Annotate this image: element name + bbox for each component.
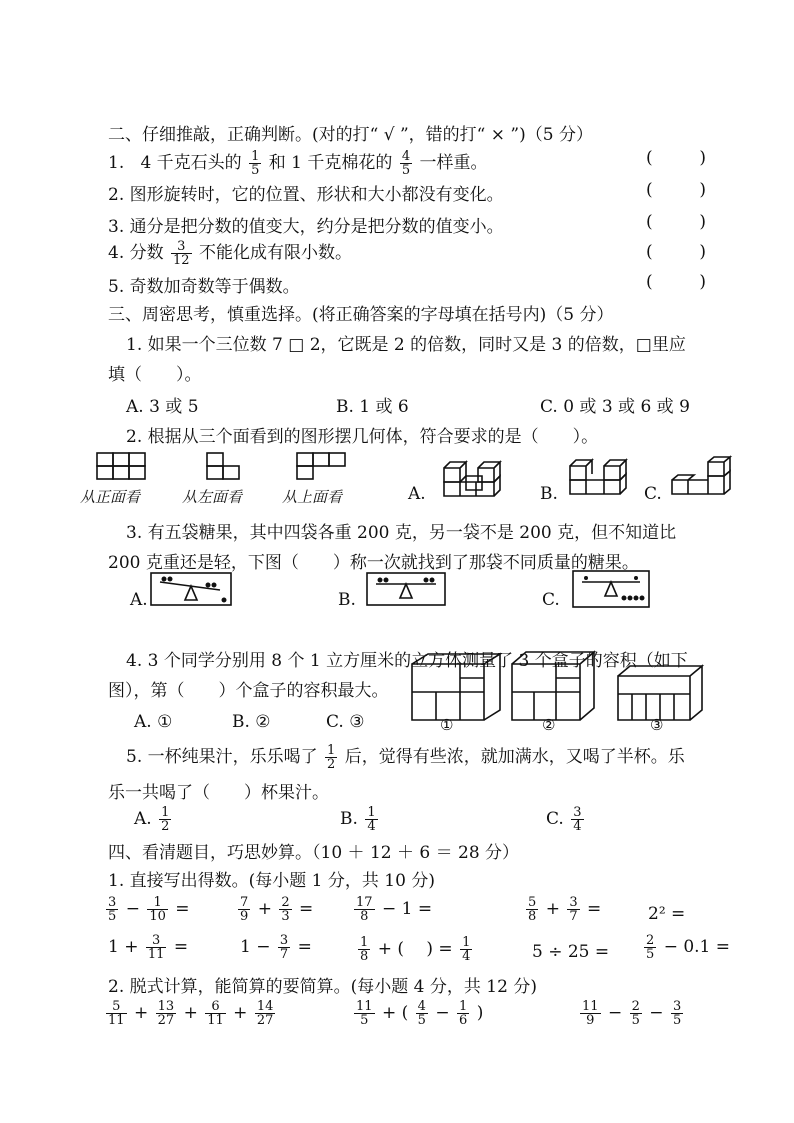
sec3-q5-line1: 5. 一杯纯果汁，乐乐喝了 $\frac{1}{2}$ 后，觉得有些浓，就加满水，又喝了半杯。乐 [126,743,685,772]
box-1-label: ① [440,716,454,734]
sec3-q1-option-c: C. 0 或 3 或 6 或 9 [540,397,690,417]
calc-item: $\frac{17}{8}$ − 1 = [356,895,433,924]
calc-item: $\frac{3}{5}$ − $\frac{1}{10}$ = [108,895,190,924]
q2-option-c-label: C. [644,484,662,504]
view-front-label: 从正面看 [80,488,141,506]
q3-option-b-label: B. [338,590,356,610]
answer-blank[interactable]: ( ) [646,212,706,232]
fraction: $\frac{1}{2}$ [327,743,336,772]
option-b-solid [566,458,632,502]
balance-scale-c [572,570,650,608]
sec2-q3: 3. 通分是把分数的值变大，约分是把分数的值变小。 [108,217,504,237]
option-c-solid [668,456,734,502]
sec3-q5-line2: 乐一共喝了（ ）杯果汁。 [108,783,329,803]
box-2-figure [508,650,598,722]
sec3-q4-option-a: A. ① [134,712,173,732]
calc-item: 1 − $\frac{3}{7}$ = [240,933,312,962]
sec2-q2: 2. 图形旋转时，它的位置、形状和大小都没有变化。 [108,185,504,205]
view-left-label: 从左面看 [182,488,243,506]
sec3-q4-line2: 图），第（ ）个盒子的容积最大。 [108,681,389,701]
left-view-figure [206,452,242,482]
fraction: $\frac{3}{12}$ [173,239,190,268]
answer-blank[interactable]: ( ) [646,180,706,200]
sec3-q5-option-c: C. $\frac{3}{4}$ [546,805,582,834]
calc-item: $\frac{11}{5}$ + ( $\frac{4}{5}$ − $\frac{1}{6}$ ) [356,999,484,1028]
q3-option-a-label: A. [130,590,148,610]
sec3-q5-option-a: A. $\frac{1}{2}$ [134,805,170,834]
calc-item: $\frac{5}{11}$ + $\frac{13}{27}$ + $\frac{6}{11}$ + $\frac{14}{27}$ [108,999,274,1028]
sec4-part2-title: 2. 脱式计算，能简算的要简算。(每小题 4 分，共 12 分) [108,977,537,997]
calc-item: 5 ÷ 25 = [532,942,610,962]
answer-blank[interactable]: ( ) [646,272,706,292]
calc-item: $\frac{11}{9}$ − $\frac{2}{5}$ − $\frac{3}{5}$ [582,999,682,1028]
fraction: $\frac{4}{5}$ [401,149,411,178]
sec3-q4-option-b: B. ② [232,712,271,732]
answer-blank[interactable]: ( ) [646,242,706,262]
balance-scale-a [150,572,232,606]
sec3-q1-line2: 填（ ）。 [108,365,202,385]
sec3-q1-option-a: A. 3 或 5 [126,397,199,417]
sec3-q3-line1: 3. 有五袋糖果，其中四袋各重 200 克，另一袋不是 200 克，但不知道比 [126,523,677,543]
calc-item: 1 + $\frac{3}{11}$ = [108,933,189,962]
box-2-label: ② [542,716,556,734]
calc-item: $\frac{7}{9}$ + $\frac{2}{3}$ = [240,895,314,924]
calc-item: $\frac{2}{5}$ − 0.1 = [646,933,731,962]
calc-item: 2² = [648,904,686,924]
sec3-q3-line2: 200 克重还是轻，下图（ ）称一次就找到了那袋不同质量的糖果。 [108,553,639,573]
balance-scale-b [366,572,446,606]
sec2-q4: 4. 分数 $\frac{3}{12}$ 不能化成有限小数。 [108,239,352,268]
sec3-q1-option-b: B. 1 或 6 [336,397,409,417]
sec2-q1: 1. 4 千克石头的 $\frac{1}{5}$ 和 1 千克棉花的 $\frac{4}{5}$ 一样重。 [108,149,488,178]
view-top-label: 从上面看 [282,488,343,506]
calc-item: $\frac{1}{8}$ + ( ) = $\frac{1}{4}$ [360,935,471,964]
q2-option-a-label: A. [408,484,426,504]
answer-blank[interactable]: ( ) [646,148,706,168]
section-4-title: 四、看清题目，巧思妙算。（10 ＋ 12 ＋ 6 ＝ 28 分） [108,843,520,863]
sec3-q4-line1: 4. 3 个同学分别用 8 个 1 立方厘米的立方体测量了 3 个盒子的容积（如下 [126,651,688,671]
sec3-q2: 2. 根据从三个面看到的图形摆几何体，符合要求的是（ ）。 [126,427,599,447]
front-view-figure [96,452,148,482]
section-2-title: 二、仔细推敲，正确判断。(对的打“ √ ”，错的打“ × ”)（5 分） [108,125,593,145]
sec3-q4-option-c: C. ③ [326,712,365,732]
option-a-solid [440,458,506,502]
calc-item: $\frac{5}{8}$ + $\frac{3}{7}$ = [528,895,602,924]
fraction: $\frac{1}{5}$ [251,149,260,178]
box-1-figure [408,654,504,722]
box-3-label: ③ [650,716,664,734]
sec3-q5-option-b: B. $\frac{1}{4}$ [340,805,376,834]
sec3-q1-line1: 1. 如果一个三位数 7 □ 2，它既是 2 的倍数，同时又是 3 的倍数，□里应 [126,335,686,355]
box-3-figure [614,662,706,722]
section-3-title: 三、周密思考，慎重选择。(将正确答案的字母填在括号内)（5 分） [108,305,614,325]
top-view-figure [296,452,348,482]
sec4-part1-title: 1. 直接写出得数。(每小题 1 分，共 10 分) [108,871,435,891]
q3-option-c-label: C. [542,590,560,610]
q2-option-b-label: B. [540,484,558,504]
sec2-q5: 5. 奇数加奇数等于偶数。 [108,277,300,297]
